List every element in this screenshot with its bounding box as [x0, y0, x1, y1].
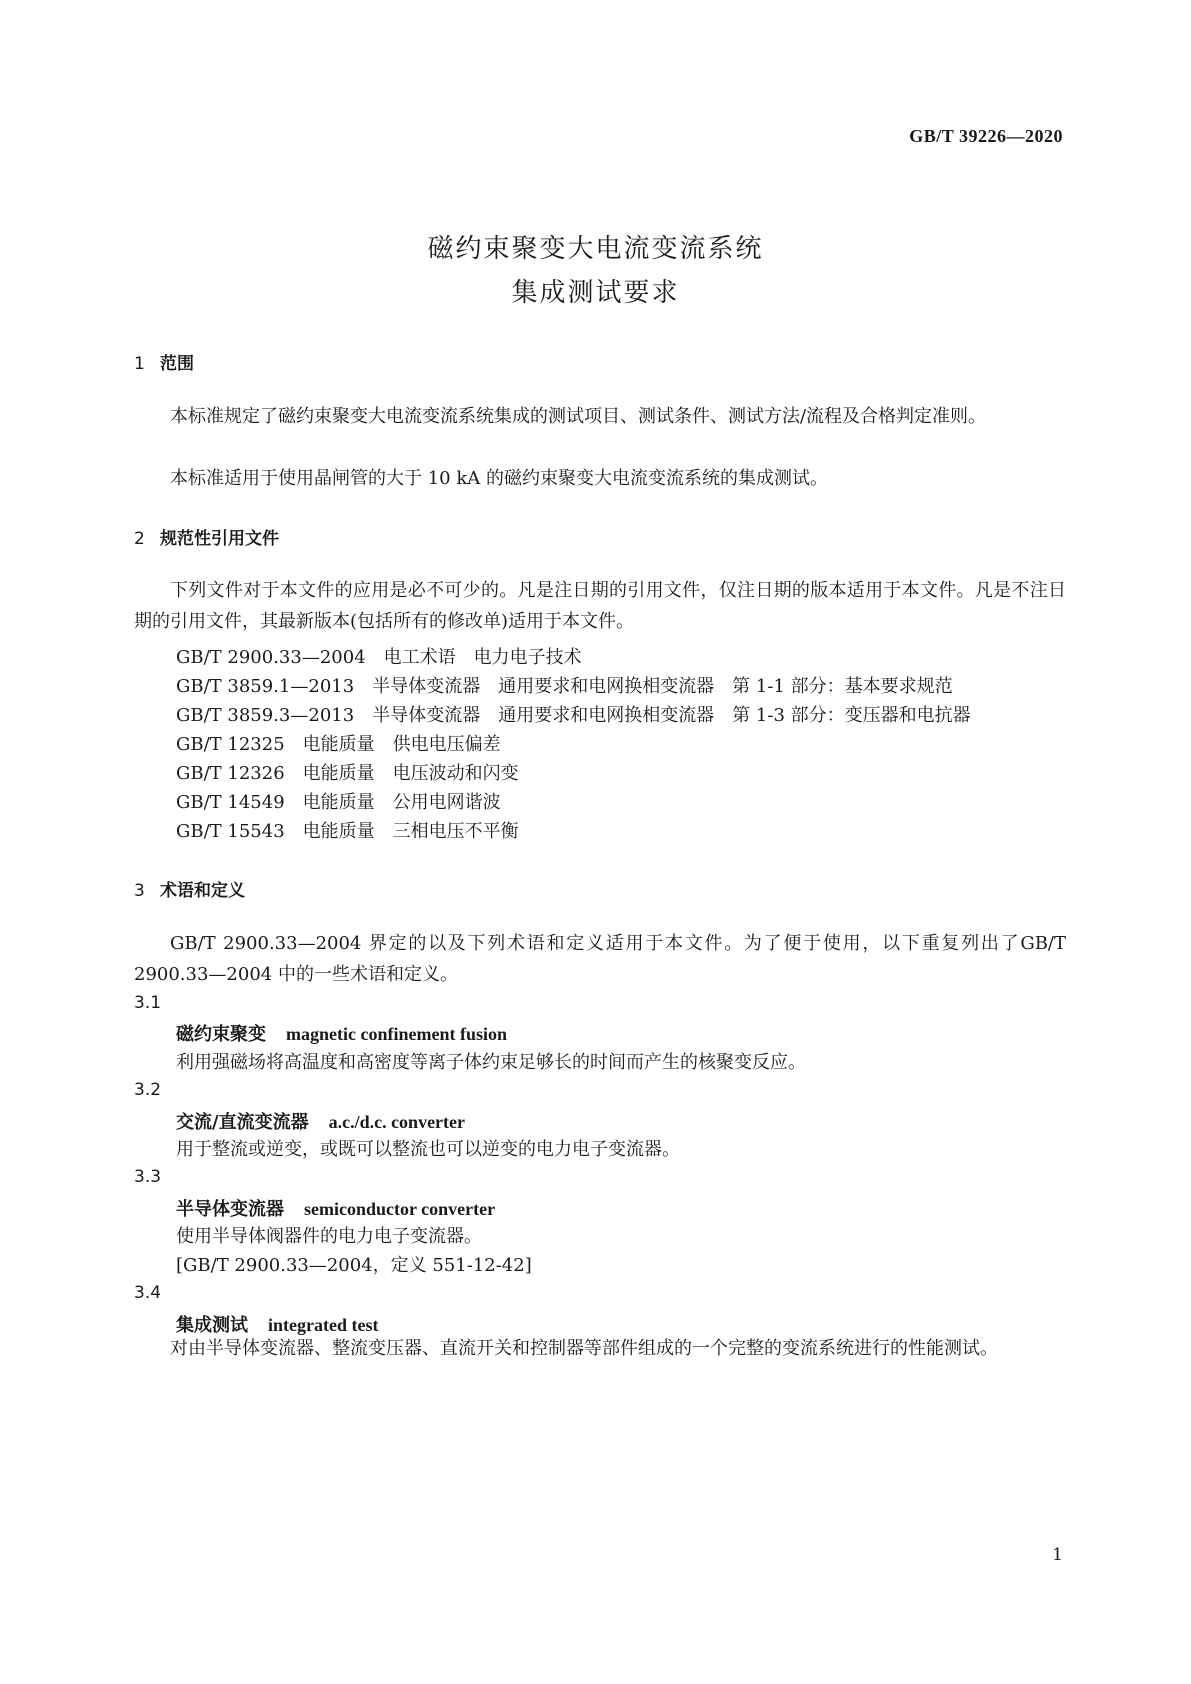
term-heading [176, 1108, 465, 1134]
section-1-paragraph-1: 本标准规定了磁约束聚变大电流变流系统集成的测试项目、测试条件、测试方法/流程及合格判定准则。 [170, 406, 987, 427]
standard-code: GB/T 39226—2020 [909, 126, 1063, 146]
term-chinese: 集成测试 [176, 1315, 248, 1336]
section-3-title: 术语和定义 [160, 881, 245, 901]
term-definition: 利用强磁场将高温度和高密度等离子体约束足够长的时间而产生的核聚变反应。 [176, 1052, 806, 1073]
term-chinese: 半导体变流器 [176, 1199, 284, 1220]
section-3-number: 3 [134, 881, 145, 901]
section-1-title: 范围 [160, 354, 194, 374]
term-number: 3.3 [134, 1167, 162, 1187]
term-number: 3.1 [134, 993, 162, 1013]
reference-item: GB/T 12325 电能质量 供电电压偏差 [176, 734, 501, 755]
reference-item: GB/T 3859.3—2013 半导体变流器 通用要求和电网换相变流器 第 1-3 部分：变压器和电抗器 [176, 705, 971, 726]
section-2-heading [134, 524, 279, 549]
section-2-title: 规范性引用文件 [160, 529, 279, 549]
term-definition: 使用半导体阀器件的电力电子变流器。 [176, 1226, 482, 1247]
document-title-line2: 集成测试要求 [511, 278, 680, 308]
reference-item: GB/T 3859.1—2013 半导体变流器 通用要求和电网换相变流器 第 1-1 部分：基本要求规范 [176, 676, 953, 697]
term-heading [176, 1020, 507, 1046]
reference-item: GB/T 12326 电能质量 电压波动和闪变 [176, 763, 519, 784]
document-title-line1: 磁约束聚变大电流变流系统 [427, 234, 764, 264]
reference-item: GB/T 2900.33—2004 电工术语 电力电子技术 [176, 647, 582, 668]
section-1-paragraph-2: 本标准适用于使用晶闸管的大于 10 kA 的磁约束聚变大电流变流系统的集成测试。 [170, 468, 828, 489]
section-1-number: 1 [134, 354, 145, 374]
term-chinese: 交流/直流变流器 [176, 1112, 309, 1133]
term-source: [GB/T 2900.33—2004，定义 551-12-42] [176, 1255, 532, 1276]
term-chinese: 磁约束聚变 [176, 1024, 266, 1045]
term-number: 3.4 [134, 1283, 162, 1303]
term-heading [176, 1195, 495, 1221]
section-2-intro: 下列文件对于本文件的应用是必不可少的。凡是注日期的引用文件，仅注日期的版本适用于本文件。凡是不注日期的引用文件，其最新版本(包括所有的修改单)适用于本文件。 [134, 580, 1066, 632]
term-number: 3.2 [134, 1080, 162, 1100]
term-definition: 对由半导体变流器、整流变压器、直流开关和控制器等部件组成的一个完整的变流系统进行的性能测试。 [170, 1338, 998, 1359]
section-3-heading [134, 876, 245, 901]
term-english: semiconductor converter [304, 1199, 496, 1219]
page-number: 1 [1052, 1545, 1063, 1565]
reference-item: GB/T 15543 电能质量 三相电压不平衡 [176, 821, 519, 842]
term-english: integrated test [268, 1315, 379, 1335]
term-english: a.c./d.c. converter [328, 1112, 466, 1132]
term-english: magnetic confinement fusion [286, 1024, 507, 1044]
section-3-intro: GB/T 2900.33—2004 界定的以及下列术语和定义适用于本文件。为了便于使用，以下重复列出了GB/T 2900.33—2004 中的一些术语和定义。 [134, 933, 1066, 985]
section-1-heading [134, 349, 194, 374]
reference-item: GB/T 14549 电能质量 公用电网谐波 [176, 792, 501, 813]
section-2-number: 2 [134, 529, 145, 549]
term-definition: 用于整流或逆变，或既可以整流也可以逆变的电力电子变流器。 [176, 1139, 680, 1160]
